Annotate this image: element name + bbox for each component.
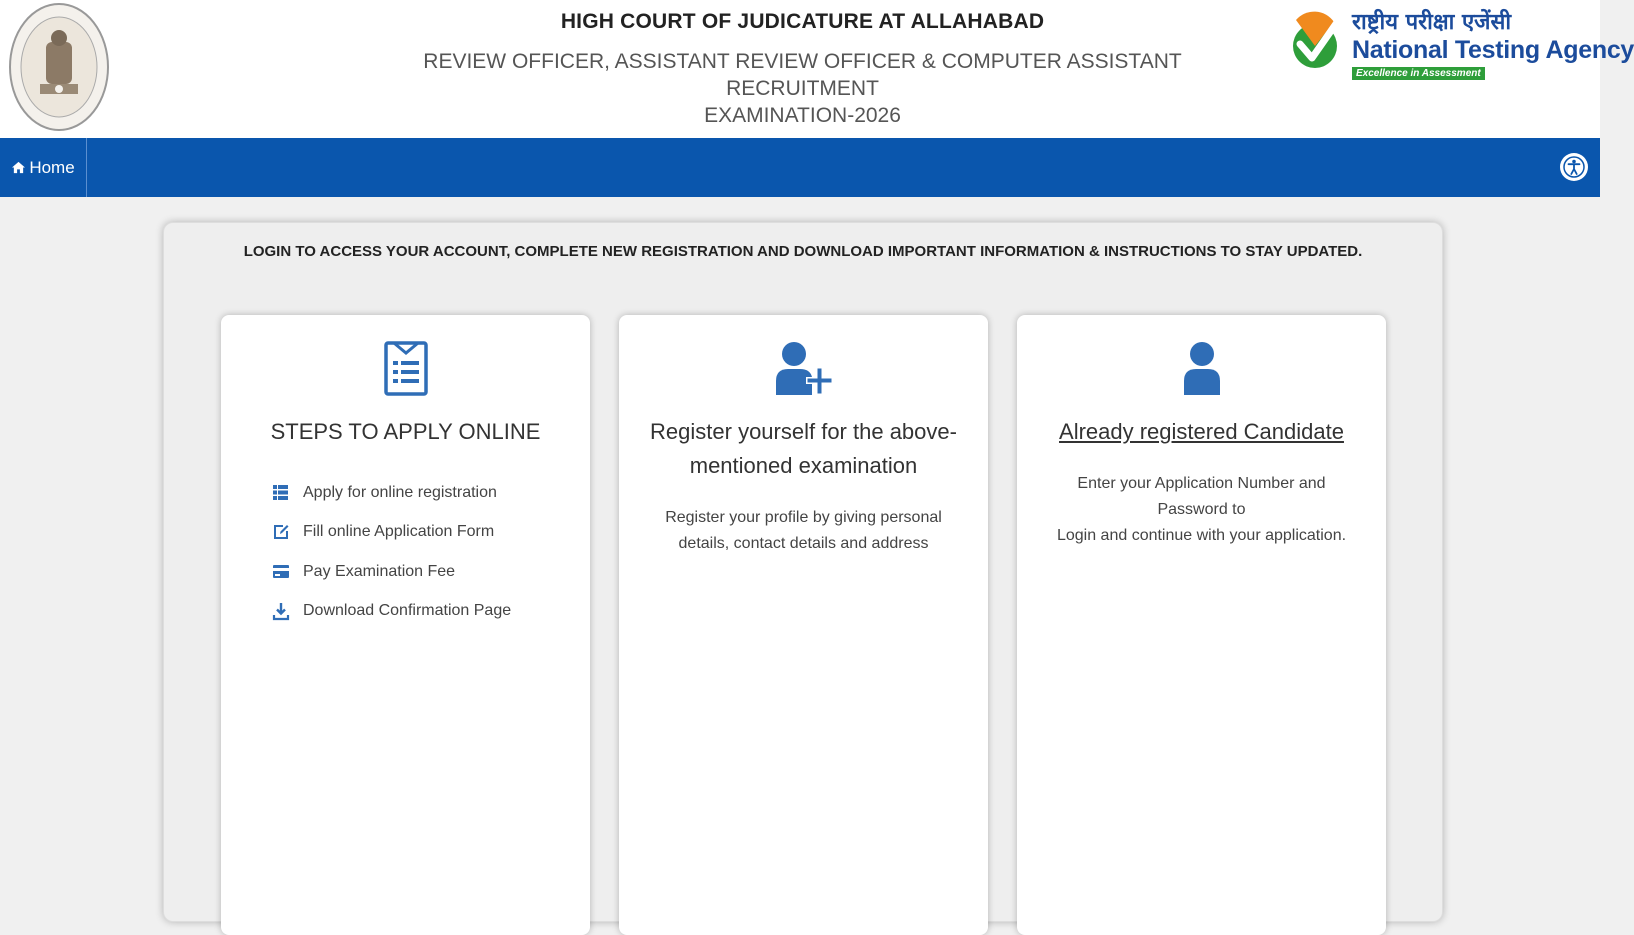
- step-label: Download Confirmation Page: [303, 602, 512, 620]
- user-icon: [1183, 341, 1221, 397]
- nta-name: National Testing Agency: [1352, 36, 1634, 64]
- register-card-title-line-2: mentioned examination: [689, 453, 918, 478]
- home-icon: [11, 161, 26, 174]
- main-panel: [163, 222, 1443, 922]
- exam-title-line-1: REVIEW OFFICER, ASSISTANT REVIEW OFFICER & COMPUTER ASSISTANT RECRUITMENT: [423, 50, 1182, 100]
- step-item: [273, 592, 511, 632]
- step-item: [273, 513, 511, 553]
- credit-card-icon: [273, 565, 289, 578]
- accessibility-icon: [1563, 156, 1585, 178]
- nta-checkmark-icon: [1288, 8, 1346, 74]
- clipboard-list-icon: [384, 341, 428, 396]
- nav-home-label: Home: [29, 157, 75, 177]
- login-card-text-line-2: Login and continue with your application.: [1056, 527, 1347, 544]
- intro-text: LOGIN TO ACCESS YOUR ACCOUNT, COMPLETE NEW REGISTRATION AND DOWNLOAD IMPORTANT INFORMATION & INSTRUCTIONS TO STAY UPDATED.: [243, 243, 1363, 260]
- nta-tagline: Excellence in Assessment: [1352, 67, 1485, 80]
- step-label: Apply for online registration: [303, 483, 497, 501]
- download-icon: [273, 603, 289, 620]
- main-navbar: [0, 138, 1600, 197]
- accessibility-button[interactable]: [1560, 153, 1588, 181]
- high-court-emblem-logo: [8, 2, 110, 132]
- register-card-title: [639, 415, 968, 483]
- step-item: [273, 552, 511, 592]
- login-card-text-line-1: Enter your Application Number and Password to: [1077, 475, 1326, 518]
- step-item: [273, 473, 511, 513]
- edit-icon: [273, 524, 289, 540]
- nta-logo: [1288, 6, 1634, 86]
- list-icon: [273, 485, 288, 500]
- login-card-description: [1047, 471, 1356, 549]
- register-card-title-line-1: Register yourself for the above-: [650, 419, 957, 444]
- user-plus-icon: [774, 341, 834, 397]
- page-title: HIGH COURT OF JUDICATURE AT ALLAHABAD: [560, 10, 1045, 33]
- register-card-description: [649, 505, 958, 557]
- exam-title-line-2: EXAMINATION-2026: [704, 104, 901, 127]
- register-card-text-line-2: details, contact details and address: [678, 535, 929, 552]
- register-card[interactable]: [619, 315, 988, 935]
- step-label: Fill online Application Form: [303, 523, 495, 541]
- already-registered-link[interactable]: Already registered Candidate: [1059, 419, 1344, 444]
- step-label: Pay Examination Fee: [303, 562, 456, 580]
- nav-home-link[interactable]: [0, 138, 87, 197]
- site-header: [0, 0, 1634, 138]
- steps-list: [273, 473, 511, 631]
- steps-to-apply-card: [221, 315, 590, 935]
- steps-card-title: STEPS TO APPLY ONLINE: [270, 419, 541, 444]
- nta-hindi-name: राष्ट्रीय परीक्षा एजेंसी: [1352, 10, 1512, 35]
- login-card[interactable]: [1017, 315, 1386, 935]
- register-card-text-line-1: Register your profile by giving personal: [665, 509, 942, 526]
